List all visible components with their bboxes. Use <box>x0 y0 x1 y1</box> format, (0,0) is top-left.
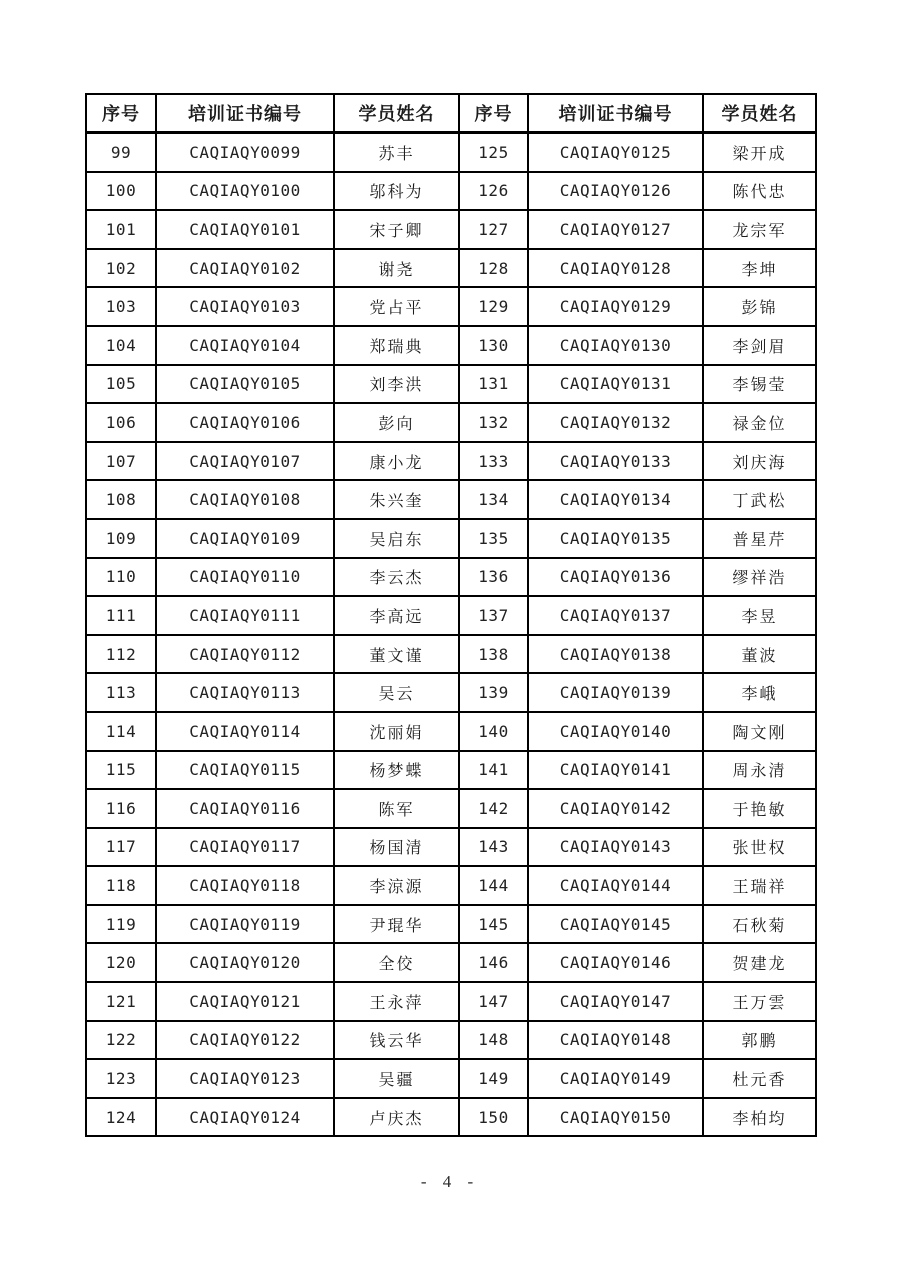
trainee-name-cell: 刘庆海 <box>703 442 816 481</box>
certificate-cell: CAQIAQY0143 <box>528 828 703 867</box>
table-row <box>86 828 816 867</box>
serial-cell: 128 <box>459 249 528 288</box>
certificate-cell: CAQIAQY0123 <box>156 1059 334 1098</box>
serial-cell: 140 <box>459 712 528 751</box>
certificate-cell: CAQIAQY0126 <box>528 172 703 211</box>
certificate-cell: CAQIAQY0133 <box>528 442 703 481</box>
table-row <box>86 751 816 790</box>
trainee-name-cell: 尹琨华 <box>334 905 459 944</box>
serial-cell: 110 <box>86 558 156 597</box>
serial-cell: 120 <box>86 943 156 982</box>
table-row <box>86 673 816 712</box>
certificate-cell: CAQIAQY0121 <box>156 982 334 1021</box>
table-row <box>86 210 816 249</box>
serial-cell: 150 <box>459 1098 528 1137</box>
certificate-cell: CAQIAQY0112 <box>156 635 334 674</box>
table-row <box>86 287 816 326</box>
serial-cell: 135 <box>459 519 528 558</box>
trainee-name-cell: 李涼源 <box>334 866 459 905</box>
certificate-cell: CAQIAQY0124 <box>156 1098 334 1137</box>
trainee-name-cell: 丁武松 <box>703 480 816 519</box>
certificate-cell: CAQIAQY0110 <box>156 558 334 597</box>
trainee-name-cell: 贺建龙 <box>703 943 816 982</box>
table-row <box>86 365 816 404</box>
trainee-name-cell: 董波 <box>703 635 816 674</box>
serial-cell: 119 <box>86 905 156 944</box>
table-row <box>86 133 816 172</box>
certificate-cell: CAQIAQY0116 <box>156 789 334 828</box>
serial-cell: 99 <box>86 133 156 172</box>
serial-cell: 125 <box>459 133 528 172</box>
serial-cell: 129 <box>459 287 528 326</box>
trainee-name-cell: 彭锦 <box>703 287 816 326</box>
table-row <box>86 596 816 635</box>
trainee-name-cell: 杨国清 <box>334 828 459 867</box>
serial-cell: 143 <box>459 828 528 867</box>
table-row <box>86 1059 816 1098</box>
header-certificate-left: 培训证书编号 <box>156 94 334 133</box>
table-row <box>86 249 816 288</box>
header-serial-left: 序号 <box>86 94 156 133</box>
serial-cell: 130 <box>459 326 528 365</box>
serial-cell: 113 <box>86 673 156 712</box>
certificate-cell: CAQIAQY0120 <box>156 943 334 982</box>
trainee-name-cell: 缪祥浩 <box>703 558 816 597</box>
certificate-cell: CAQIAQY0129 <box>528 287 703 326</box>
header-certificate-right: 培训证书编号 <box>528 94 703 133</box>
trainee-name-cell: 龙宗军 <box>703 210 816 249</box>
serial-cell: 121 <box>86 982 156 1021</box>
serial-cell: 107 <box>86 442 156 481</box>
trainee-name-cell: 王瑞祥 <box>703 866 816 905</box>
certificate-cell: CAQIAQY0145 <box>528 905 703 944</box>
certificate-cell: CAQIAQY0139 <box>528 673 703 712</box>
certificate-cell: CAQIAQY0150 <box>528 1098 703 1137</box>
certificate-cell: CAQIAQY0134 <box>528 480 703 519</box>
trainee-name-cell: 彭向 <box>334 403 459 442</box>
serial-cell: 146 <box>459 943 528 982</box>
trainee-name-cell: 禄金位 <box>703 403 816 442</box>
trainee-name-cell: 周永清 <box>703 751 816 790</box>
trainee-name-cell: 党占平 <box>334 287 459 326</box>
serial-cell: 105 <box>86 365 156 404</box>
certificate-cell: CAQIAQY0141 <box>528 751 703 790</box>
serial-cell: 106 <box>86 403 156 442</box>
serial-cell: 126 <box>459 172 528 211</box>
serial-cell: 138 <box>459 635 528 674</box>
certificate-cell: CAQIAQY0138 <box>528 635 703 674</box>
serial-cell: 137 <box>459 596 528 635</box>
trainee-name-cell: 吴云 <box>334 673 459 712</box>
trainee-name-cell: 郑瑞典 <box>334 326 459 365</box>
certificate-cell: CAQIAQY0117 <box>156 828 334 867</box>
certificate-cell: CAQIAQY0140 <box>528 712 703 751</box>
serial-cell: 148 <box>459 1021 528 1060</box>
trainee-name-cell: 陶文刚 <box>703 712 816 751</box>
serial-cell: 117 <box>86 828 156 867</box>
serial-cell: 116 <box>86 789 156 828</box>
serial-cell: 142 <box>459 789 528 828</box>
certificate-cell: CAQIAQY0099 <box>156 133 334 172</box>
serial-cell: 147 <box>459 982 528 1021</box>
certificate-cell: CAQIAQY0122 <box>156 1021 334 1060</box>
certificate-cell: CAQIAQY0130 <box>528 326 703 365</box>
trainee-name-cell: 卢庆杰 <box>334 1098 459 1137</box>
header-name-left: 学员姓名 <box>334 94 459 133</box>
certificate-cell: CAQIAQY0128 <box>528 249 703 288</box>
trainee-name-cell: 李锡莹 <box>703 365 816 404</box>
serial-cell: 145 <box>459 905 528 944</box>
page-number: - 4 - <box>420 1172 480 1191</box>
certificate-cell: CAQIAQY0104 <box>156 326 334 365</box>
serial-cell: 123 <box>86 1059 156 1098</box>
certificate-cell: CAQIAQY0102 <box>156 249 334 288</box>
certificate-cell: CAQIAQY0127 <box>528 210 703 249</box>
table-row <box>86 326 816 365</box>
trainee-name-cell: 苏丰 <box>334 133 459 172</box>
trainee-name-cell: 刘李洪 <box>334 365 459 404</box>
certificate-cell: CAQIAQY0137 <box>528 596 703 635</box>
certificate-cell: CAQIAQY0119 <box>156 905 334 944</box>
table-row <box>86 1098 816 1137</box>
table-row <box>86 943 816 982</box>
table-row <box>86 442 816 481</box>
table-row <box>86 635 816 674</box>
serial-cell: 127 <box>459 210 528 249</box>
table-body <box>86 133 816 1137</box>
trainee-name-cell: 全佼 <box>334 943 459 982</box>
certificate-cell: CAQIAQY0146 <box>528 943 703 982</box>
certificate-cell: CAQIAQY0115 <box>156 751 334 790</box>
trainee-name-cell: 董文谨 <box>334 635 459 674</box>
trainee-certificate-table <box>85 93 817 1137</box>
serial-cell: 144 <box>459 866 528 905</box>
certificate-cell: CAQIAQY0144 <box>528 866 703 905</box>
trainee-name-cell: 李云杰 <box>334 558 459 597</box>
header-name-right: 学员姓名 <box>703 94 816 133</box>
certificate-cell: CAQIAQY0149 <box>528 1059 703 1098</box>
trainee-name-cell: 李昱 <box>703 596 816 635</box>
certificate-cell: CAQIAQY0113 <box>156 673 334 712</box>
serial-cell: 114 <box>86 712 156 751</box>
serial-cell: 115 <box>86 751 156 790</box>
trainee-name-cell: 钱云华 <box>334 1021 459 1060</box>
trainee-name-cell: 石秋菊 <box>703 905 816 944</box>
trainee-name-cell: 李峨 <box>703 673 816 712</box>
trainee-name-cell: 朱兴奎 <box>334 480 459 519</box>
serial-cell: 101 <box>86 210 156 249</box>
serial-cell: 132 <box>459 403 528 442</box>
trainee-name-cell: 谢尧 <box>334 249 459 288</box>
trainee-name-cell: 李柏均 <box>703 1098 816 1137</box>
table-row <box>86 519 816 558</box>
serial-cell: 149 <box>459 1059 528 1098</box>
serial-cell: 136 <box>459 558 528 597</box>
table-row <box>86 172 816 211</box>
trainee-name-cell: 梁开成 <box>703 133 816 172</box>
serial-cell: 122 <box>86 1021 156 1060</box>
table-row <box>86 789 816 828</box>
serial-cell: 102 <box>86 249 156 288</box>
certificate-cell: CAQIAQY0108 <box>156 480 334 519</box>
certificate-cell: CAQIAQY0105 <box>156 365 334 404</box>
trainee-name-cell: 王万雲 <box>703 982 816 1021</box>
certificate-cell: CAQIAQY0100 <box>156 172 334 211</box>
serial-cell: 131 <box>459 365 528 404</box>
trainee-name-cell: 吴启东 <box>334 519 459 558</box>
header-serial-right: 序号 <box>459 94 528 133</box>
certificate-cell: CAQIAQY0103 <box>156 287 334 326</box>
serial-cell: 104 <box>86 326 156 365</box>
trainee-name-cell: 李高远 <box>334 596 459 635</box>
certificate-cell: CAQIAQY0111 <box>156 596 334 635</box>
serial-cell: 134 <box>459 480 528 519</box>
trainee-name-cell: 郭鹏 <box>703 1021 816 1060</box>
serial-cell: 108 <box>86 480 156 519</box>
trainee-name-cell: 张世权 <box>703 828 816 867</box>
serial-cell: 100 <box>86 172 156 211</box>
trainee-name-cell: 王永萍 <box>334 982 459 1021</box>
table-row <box>86 712 816 751</box>
serial-cell: 103 <box>86 287 156 326</box>
trainee-name-cell: 李坤 <box>703 249 816 288</box>
trainee-name-cell: 普星芹 <box>703 519 816 558</box>
serial-cell: 109 <box>86 519 156 558</box>
table-row <box>86 905 816 944</box>
trainee-name-cell: 康小龙 <box>334 442 459 481</box>
certificate-cell: CAQIAQY0109 <box>156 519 334 558</box>
serial-cell: 141 <box>459 751 528 790</box>
serial-cell: 118 <box>86 866 156 905</box>
trainee-name-cell: 于艳敏 <box>703 789 816 828</box>
table-row <box>86 866 816 905</box>
table-header-row <box>86 94 816 133</box>
trainee-name-cell: 杨梦蝶 <box>334 751 459 790</box>
certificate-cell: CAQIAQY0136 <box>528 558 703 597</box>
table-row <box>86 558 816 597</box>
trainee-name-cell: 邬科为 <box>334 172 459 211</box>
certificate-cell: CAQIAQY0106 <box>156 403 334 442</box>
certificate-cell: CAQIAQY0132 <box>528 403 703 442</box>
serial-cell: 124 <box>86 1098 156 1137</box>
serial-cell: 133 <box>459 442 528 481</box>
certificate-cell: CAQIAQY0131 <box>528 365 703 404</box>
certificate-cell: CAQIAQY0101 <box>156 210 334 249</box>
trainee-name-cell: 李剑眉 <box>703 326 816 365</box>
certificate-cell: CAQIAQY0114 <box>156 712 334 751</box>
table-row <box>86 982 816 1021</box>
trainee-name-cell: 杜元香 <box>703 1059 816 1098</box>
serial-cell: 112 <box>86 635 156 674</box>
table-row <box>86 480 816 519</box>
certificate-cell: CAQIAQY0135 <box>528 519 703 558</box>
table-row <box>86 403 816 442</box>
table-row <box>86 1021 816 1060</box>
trainee-name-cell: 宋子卿 <box>334 210 459 249</box>
certificate-cell: CAQIAQY0147 <box>528 982 703 1021</box>
certificate-cell: CAQIAQY0118 <box>156 866 334 905</box>
trainee-name-cell: 陈代忠 <box>703 172 816 211</box>
serial-cell: 139 <box>459 673 528 712</box>
certificate-cell: CAQIAQY0142 <box>528 789 703 828</box>
certificate-cell: CAQIAQY0107 <box>156 442 334 481</box>
certificate-cell: CAQIAQY0125 <box>528 133 703 172</box>
trainee-name-cell: 吴疆 <box>334 1059 459 1098</box>
certificate-cell: CAQIAQY0148 <box>528 1021 703 1060</box>
trainee-name-cell: 陈军 <box>334 789 459 828</box>
serial-cell: 111 <box>86 596 156 635</box>
trainee-name-cell: 沈丽娟 <box>334 712 459 751</box>
